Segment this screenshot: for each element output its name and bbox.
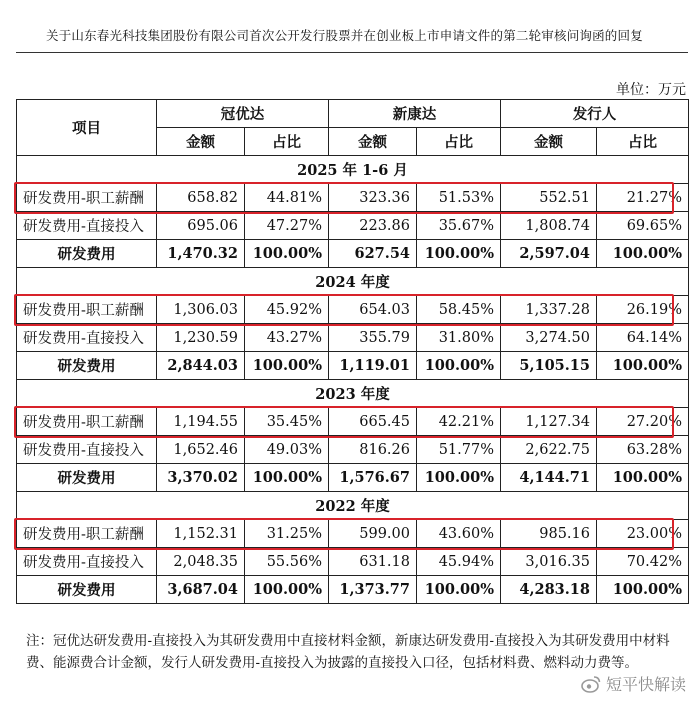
ratio-cell: 45.94% xyxy=(417,548,501,576)
total-row xyxy=(17,352,689,380)
amount-cell: 627.54 xyxy=(329,240,417,268)
watermark xyxy=(581,672,686,695)
direct-input-row xyxy=(17,324,689,352)
row-label: 研发费用-直接投入 xyxy=(17,324,157,352)
period-label: 2024 年度 xyxy=(17,268,689,296)
amount-cell: 2,622.75 xyxy=(501,436,597,464)
amount-cell: 1,194.55 xyxy=(157,408,245,436)
ratio-cell: 44.81% xyxy=(245,184,329,212)
ratio-cell: 100.00% xyxy=(417,352,501,380)
weibo-icon xyxy=(581,675,601,693)
ratio-header: 占比 xyxy=(597,128,689,156)
amount-header: 金额 xyxy=(501,128,597,156)
amount-cell: 3,687.04 xyxy=(157,576,245,604)
ratio-cell: 23.00% xyxy=(597,520,689,548)
ratio-cell: 100.00% xyxy=(597,352,689,380)
amount-header: 金额 xyxy=(329,128,417,156)
amount-cell: 4,144.71 xyxy=(501,464,597,492)
period-label: 2023 年度 xyxy=(17,380,689,408)
watermark-text: 短平快解读 xyxy=(605,675,686,694)
total-row xyxy=(17,240,689,268)
ratio-cell: 51.77% xyxy=(417,436,501,464)
ratio-cell: 69.65% xyxy=(597,212,689,240)
amount-cell: 2,844.03 xyxy=(157,352,245,380)
period-row xyxy=(17,380,689,408)
amount-cell: 985.16 xyxy=(501,520,597,548)
ratio-cell: 21.27% xyxy=(597,184,689,212)
amount-cell: 658.82 xyxy=(157,184,245,212)
amount-cell: 1,808.74 xyxy=(501,212,597,240)
period-label: 2022 年度 xyxy=(17,492,689,520)
ratio-cell: 31.25% xyxy=(245,520,329,548)
ratio-cell: 100.00% xyxy=(245,240,329,268)
row-label: 研发费用 xyxy=(17,576,157,604)
ratio-cell: 27.20% xyxy=(597,408,689,436)
row-label: 研发费用-职工薪酬 xyxy=(17,520,157,548)
amount-cell: 695.06 xyxy=(157,212,245,240)
table-body xyxy=(17,156,689,604)
ratio-cell: 100.00% xyxy=(597,240,689,268)
amount-cell: 1,576.67 xyxy=(329,464,417,492)
amount-cell: 631.18 xyxy=(329,548,417,576)
company-header: 新康达 xyxy=(329,100,501,128)
amount-cell: 355.79 xyxy=(329,324,417,352)
ratio-cell: 43.60% xyxy=(417,520,501,548)
row-label: 研发费用-职工薪酬 xyxy=(17,184,157,212)
amount-cell: 3,016.35 xyxy=(501,548,597,576)
ratio-cell: 35.45% xyxy=(245,408,329,436)
period-row xyxy=(17,492,689,520)
amount-cell: 4,283.18 xyxy=(501,576,597,604)
item-header: 项目 xyxy=(17,100,157,156)
amount-cell: 654.03 xyxy=(329,296,417,324)
ratio-cell: 100.00% xyxy=(417,464,501,492)
ratio-cell: 31.80% xyxy=(417,324,501,352)
amount-cell: 599.00 xyxy=(329,520,417,548)
ratio-cell: 43.27% xyxy=(245,324,329,352)
ratio-header: 占比 xyxy=(417,128,501,156)
period-row xyxy=(17,156,689,184)
row-label: 研发费用-直接投入 xyxy=(17,548,157,576)
amount-cell: 552.51 xyxy=(501,184,597,212)
salary-row xyxy=(17,520,689,548)
amount-cell: 1,373.77 xyxy=(329,576,417,604)
footnote: 注：冠优达研发费用-直接投入为其研发费用中直接材料金额，新康达研发费用-直接投入为其研发费用中材料费、能源费合计金额，发行人研发费用-直接投入为披露的直接投入口径，包括材料费、燃料动力费等。 xyxy=(26,633,670,671)
total-row xyxy=(17,576,689,604)
amount-cell: 2,597.04 xyxy=(501,240,597,268)
direct-input-row xyxy=(17,212,689,240)
ratio-cell: 35.67% xyxy=(417,212,501,240)
amount-cell: 3,370.02 xyxy=(157,464,245,492)
ratio-cell: 70.42% xyxy=(597,548,689,576)
salary-row xyxy=(17,296,689,324)
document-title: 关于山东春光科技集团股份有限公司首次公开发行股票并在创业板上市申请文件的第二轮审核问询函的回复 xyxy=(46,28,643,43)
ratio-cell: 100.00% xyxy=(417,240,501,268)
amount-cell: 3,274.50 xyxy=(501,324,597,352)
salary-row xyxy=(17,408,689,436)
rd-expense-table xyxy=(16,99,689,604)
amount-cell: 223.86 xyxy=(329,212,417,240)
amount-cell: 1,470.32 xyxy=(157,240,245,268)
ratio-cell: 26.19% xyxy=(597,296,689,324)
salary-row xyxy=(17,184,689,212)
ratio-cell: 51.53% xyxy=(417,184,501,212)
header-rule xyxy=(16,52,688,53)
amount-cell: 5,105.15 xyxy=(501,352,597,380)
row-label: 研发费用-职工薪酬 xyxy=(17,408,157,436)
amount-cell: 323.36 xyxy=(329,184,417,212)
row-label: 研发费用-直接投入 xyxy=(17,436,157,464)
page-header xyxy=(0,0,700,60)
ratio-cell: 100.00% xyxy=(245,464,329,492)
ratio-cell: 58.45% xyxy=(417,296,501,324)
ratio-cell: 100.00% xyxy=(597,576,689,604)
ratio-cell: 49.03% xyxy=(245,436,329,464)
ratio-cell: 100.00% xyxy=(245,576,329,604)
period-label: 2025 年 1-6 月 xyxy=(17,156,689,184)
ratio-cell: 100.00% xyxy=(245,352,329,380)
unit-label: 单位：万元 xyxy=(616,82,686,98)
direct-input-row xyxy=(17,436,689,464)
direct-input-row xyxy=(17,548,689,576)
amount-cell: 1,652.46 xyxy=(157,436,245,464)
amount-cell: 816.26 xyxy=(329,436,417,464)
ratio-cell: 42.21% xyxy=(417,408,501,436)
amount-cell: 1,127.34 xyxy=(501,408,597,436)
ratio-cell: 55.56% xyxy=(245,548,329,576)
amount-cell: 1,152.31 xyxy=(157,520,245,548)
amount-cell: 1,230.59 xyxy=(157,324,245,352)
row-label: 研发费用-直接投入 xyxy=(17,212,157,240)
amount-cell: 1,119.01 xyxy=(329,352,417,380)
ratio-header: 占比 xyxy=(245,128,329,156)
total-row xyxy=(17,464,689,492)
row-label: 研发费用-职工薪酬 xyxy=(17,296,157,324)
ratio-cell: 63.28% xyxy=(597,436,689,464)
company-header: 冠优达 xyxy=(157,100,329,128)
company-header: 发行人 xyxy=(501,100,689,128)
ratio-cell: 100.00% xyxy=(597,464,689,492)
period-row xyxy=(17,268,689,296)
row-label: 研发费用 xyxy=(17,352,157,380)
ratio-cell: 47.27% xyxy=(245,212,329,240)
row-label: 研发费用 xyxy=(17,464,157,492)
ratio-cell: 64.14% xyxy=(597,324,689,352)
amount-cell: 665.45 xyxy=(329,408,417,436)
ratio-cell: 100.00% xyxy=(417,576,501,604)
amount-cell: 2,048.35 xyxy=(157,548,245,576)
amount-cell: 1,337.28 xyxy=(501,296,597,324)
amount-cell: 1,306.03 xyxy=(157,296,245,324)
amount-header: 金额 xyxy=(157,128,245,156)
ratio-cell: 45.92% xyxy=(245,296,329,324)
row-label: 研发费用 xyxy=(17,240,157,268)
